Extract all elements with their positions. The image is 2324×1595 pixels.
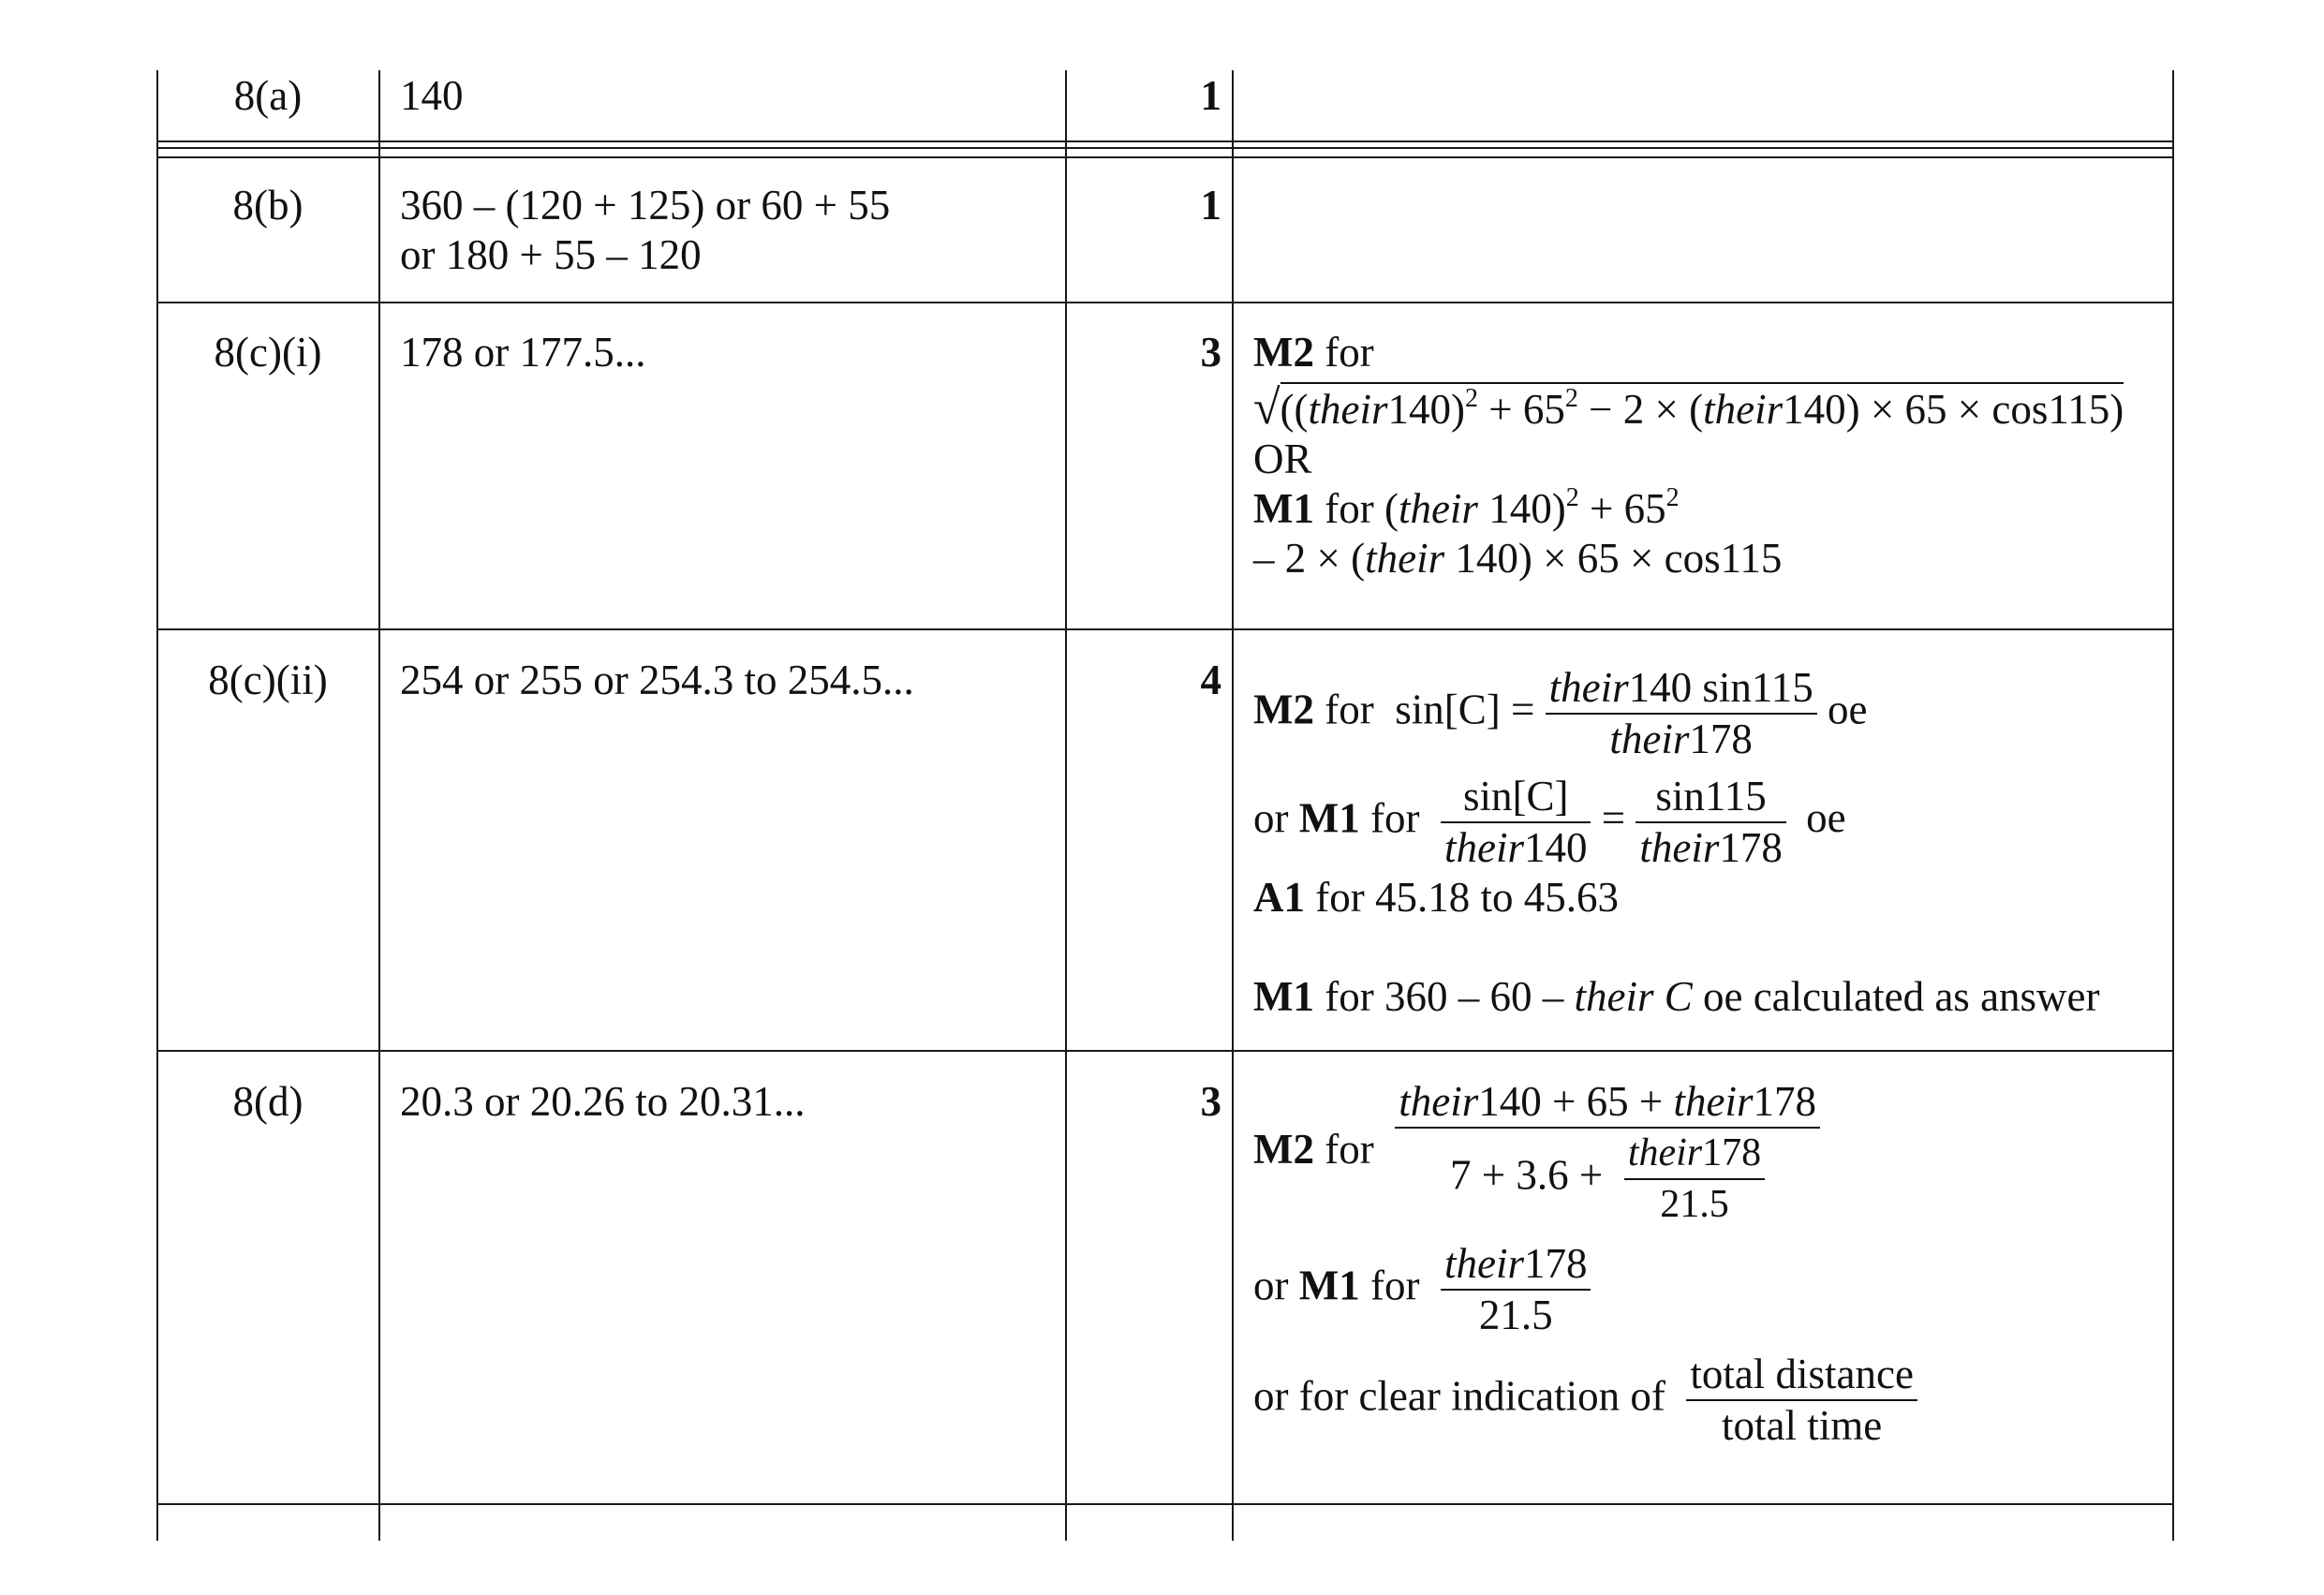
fraction-denominator xyxy=(1395,1129,1820,1230)
mark-code: M1 xyxy=(1298,794,1360,842)
fraction-numerator xyxy=(1395,1077,1820,1129)
guidance-line xyxy=(1253,1239,2167,1340)
guidance-text: 7 + 3.6 + xyxy=(1450,1151,1614,1199)
guidance-line xyxy=(1253,972,2167,1022)
answer-text: 254 or 255 or 254.3 to 254.5... xyxy=(400,657,914,703)
fraction xyxy=(1441,1239,1591,1340)
mark-value: 4 xyxy=(1200,657,1221,703)
mark-code: M2 xyxy=(1253,329,1314,376)
guidance-text: for sin[C] = xyxy=(1313,686,1535,733)
row-divider xyxy=(157,628,2172,630)
row-divider xyxy=(157,147,2172,149)
fraction-denominator: total time xyxy=(1722,1402,1883,1449)
answer-text: 178 or 177.5... xyxy=(400,329,646,376)
exponent: 2 xyxy=(1465,384,1479,413)
fraction-numerator xyxy=(1441,1239,1591,1291)
answer-line: or 180 + 55 – 120 xyxy=(400,231,702,278)
mark-code: M1 xyxy=(1253,485,1314,532)
guidance-text: for 360 – 60 – xyxy=(1313,973,1575,1020)
their-text: their xyxy=(1443,1240,1524,1287)
guidance-text: 140 xyxy=(1523,824,1588,871)
row-divider xyxy=(157,302,2172,303)
fraction-denominator xyxy=(1636,823,1786,873)
their-text: their xyxy=(1365,535,1445,582)
their-text: their xyxy=(1639,824,1720,871)
guidance-line: OR xyxy=(1253,436,1312,482)
guidance-text: 140) xyxy=(1477,485,1566,532)
fraction-numerator: sin[C] xyxy=(1441,772,1591,823)
question-number: 8(a) xyxy=(233,72,303,119)
guidance-text: – 2 × ( xyxy=(1253,535,1366,582)
mark-value: 3 xyxy=(1200,1078,1221,1125)
mark-code: M2 xyxy=(1253,1125,1314,1173)
question-number: 8(c)(ii) xyxy=(208,657,328,703)
exponent: 2 xyxy=(1565,483,1579,512)
fraction-numerator xyxy=(1624,1129,1765,1180)
fraction-denominator: 21.5 xyxy=(1478,1292,1553,1338)
their-text: their xyxy=(1399,1078,1479,1125)
guidance-line xyxy=(1253,1350,2167,1451)
guidance-d xyxy=(1253,1077,2167,1451)
guidance-text: 140) × 65 × cos115 xyxy=(1444,535,1783,582)
guidance-text: or xyxy=(1253,794,1299,842)
col-border-1 xyxy=(378,70,380,1541)
their-text: their xyxy=(1398,485,1478,532)
their-text: their xyxy=(1627,1131,1703,1174)
their-text: their xyxy=(1609,716,1690,762)
answer-line: 360 – (120 + 125) or 60 + 55 xyxy=(400,182,891,229)
guidance-text: 178 xyxy=(1689,716,1753,762)
mark-code: M1 xyxy=(1253,973,1314,1020)
guidance-text: oe xyxy=(1827,686,1868,733)
col-border-2 xyxy=(1065,70,1067,1541)
guidance-text: for xyxy=(1359,794,1430,842)
fraction-denominator xyxy=(1546,715,1817,764)
mark-value: 1 xyxy=(1200,182,1221,229)
row-divider xyxy=(157,1503,2172,1505)
sqrt-expression xyxy=(1253,383,2167,435)
guidance-text: 140 sin115 xyxy=(1628,664,1813,711)
fraction-numerator: sin115 xyxy=(1636,772,1786,823)
fraction-denominator xyxy=(1441,823,1591,873)
question-number: 8(c)(i) xyxy=(214,329,322,376)
col-border-3 xyxy=(1232,70,1234,1541)
guidance-text: (( xyxy=(1280,386,1309,433)
guidance-text: = xyxy=(1601,794,1626,842)
guidance-text: − 2 × ( xyxy=(1577,386,1704,433)
guidance-text: 140 + 65 + xyxy=(1478,1078,1674,1125)
exponent: 2 xyxy=(1564,384,1578,413)
their-text: their xyxy=(1308,386,1388,433)
col-border-right xyxy=(2172,70,2174,1541)
guidance-text: + 65 xyxy=(1478,386,1565,433)
row-divider xyxy=(157,140,2172,142)
mark-code: A1 xyxy=(1253,874,1305,921)
guidance-line xyxy=(1253,1077,2167,1230)
sqrt-sign: √ xyxy=(1253,381,1280,435)
their-text: their xyxy=(1673,1078,1754,1125)
guidance-line xyxy=(1253,534,2167,583)
guidance-text: or for clear indication of xyxy=(1253,1372,1677,1420)
guidance-text: for xyxy=(1359,1262,1430,1309)
mark-value: 3 xyxy=(1200,329,1221,376)
col-border-left xyxy=(156,70,158,1541)
guidance-text: oe xyxy=(1806,794,1846,842)
guidance-c-i xyxy=(1253,328,2167,583)
their-text: their xyxy=(1548,664,1629,711)
question-number: 8(b) xyxy=(232,182,303,229)
guidance-text: for xyxy=(1313,1125,1384,1173)
row-divider xyxy=(157,156,2172,158)
fraction-denominator: 21.5 xyxy=(1660,1183,1729,1226)
row-divider xyxy=(157,1050,2172,1052)
answer-text xyxy=(400,181,1056,280)
fraction-numerator: total distance xyxy=(1686,1350,1917,1401)
fraction xyxy=(1624,1129,1765,1230)
fraction-numerator xyxy=(1546,663,1817,715)
question-number: 8(d) xyxy=(232,1078,303,1125)
guidance-line xyxy=(1253,772,2167,873)
guidance-text: 140) × 65 × cos115) xyxy=(1783,386,2124,433)
guidance-text: oe calculated as answer xyxy=(1692,973,2100,1020)
fraction xyxy=(1441,772,1591,873)
guidance-text: for ( xyxy=(1313,485,1399,532)
answer-text: 20.3 or 20.26 to 20.31... xyxy=(400,1078,806,1125)
their-text: their C xyxy=(1574,973,1693,1020)
guidance-text: 178 xyxy=(1719,824,1783,871)
guidance-line xyxy=(1253,484,2167,534)
guidance-text: for 45.18 to 45.63 xyxy=(1305,874,1619,921)
their-text: their xyxy=(1443,824,1524,871)
guidance-c-ii xyxy=(1253,656,2167,1022)
answer-text: 140 xyxy=(400,72,464,119)
exponent: 2 xyxy=(1665,483,1680,512)
guidance-text: 178 xyxy=(1753,1078,1816,1125)
their-text: their xyxy=(1703,386,1784,433)
mark-value: 1 xyxy=(1200,72,1221,119)
guidance-text: for xyxy=(1325,329,1374,376)
mark-code: M1 xyxy=(1298,1262,1360,1309)
guidance-text: 178 xyxy=(1523,1240,1588,1287)
guidance-text: 178 xyxy=(1702,1131,1762,1174)
guidance-text: 140 xyxy=(1387,386,1452,433)
guidance-text: + 65 xyxy=(1578,485,1666,532)
mark-code: M2 xyxy=(1253,686,1314,733)
guidance-line xyxy=(1253,328,2167,377)
fraction xyxy=(1395,1077,1820,1230)
fraction xyxy=(1686,1350,1917,1451)
fraction xyxy=(1636,772,1786,873)
guidance-text: or xyxy=(1253,1262,1299,1309)
guidance-line xyxy=(1253,873,2167,923)
fraction xyxy=(1546,663,1817,764)
sqrt-content: ((their140)$^2$ + $65^2 - 2$ × (their140) × 65 × cos115) xyxy=(1280,384,2124,433)
guidance-line xyxy=(1253,663,2167,764)
